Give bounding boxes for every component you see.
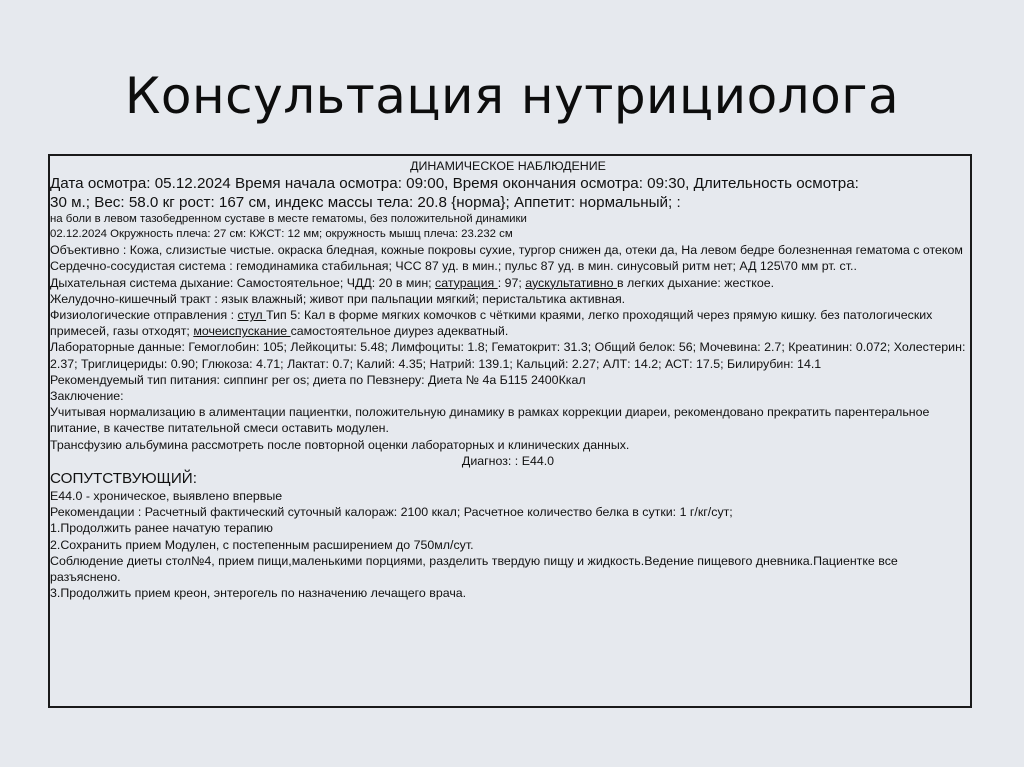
document-body <box>50 158 966 601</box>
auscultation-term: аускультативно <box>525 275 617 290</box>
recommendation-diet: Соблюдение диеты стол№4, прием пищи,маленькими порциями, разделить твердую пищу и жидкость.Ведение пищевого дневника.Пациентке все разъяснено. <box>50 553 898 585</box>
physiological-functions <box>50 307 966 339</box>
transfusion-note: Трансфузию альбумина рассмотреть после повторной оценки лабораторных и клинических данных. <box>50 437 630 452</box>
gastrointestinal-tract: Желудочно-кишечный тракт : язык влажный; живот при пальпации мягкий; перистальтика активная. <box>50 291 626 306</box>
consultation-document <box>48 154 972 708</box>
recommendation-2: 2.Сохранить прием Модулен, с постепенным расширением до 750мл/сут. <box>50 537 474 552</box>
concomitant-diagnosis: Е44.0 - хроническое, выявлено впервые <box>50 489 283 504</box>
respiratory-text-a: Дыхательная система дыхание: Самостоятельное; ЧДД: 20 в мин; <box>50 275 436 290</box>
recommendation-3: 3.Продолжить прием креон, энтерогель по назначению лечащего врача. <box>50 586 467 601</box>
physiological-text-e: самостоятельное диурез адекватный. <box>290 324 509 339</box>
conclusion-text: Учитывая нормализацию в алиментации пациентки, положительную динамику в рамках коррекции диареи, рекомендовано прекратить парентеральное питание, в качестве питательной смеси оставить модулен. <box>50 405 930 436</box>
respiratory-text-c: : 97; <box>497 275 526 290</box>
conclusion-label: Заключение: <box>50 389 124 404</box>
exam-info-line-2: 30 м.; Вес: 58.0 кг рост: 167 см, индекс массы тела: 20.8 {норма}; Аппетит: нормальный; : <box>50 194 681 212</box>
respiratory-system <box>50 275 966 291</box>
saturation-term: сатурация <box>435 275 498 290</box>
physiological-text-a: Физиологические отправления : <box>50 308 238 323</box>
complaints: на боли в левом тазобедренном суставе в месте гематомы, без положительной динамики <box>50 213 527 226</box>
physiological-text-c: Тип 5: Кал в форме мягких комочков с чёткими краями, легко проходящий через прямую кишку. без патологических примесей, газы отходят; <box>50 308 933 339</box>
concomitant-label: СОПУТСТВУЮЩИЙ: <box>50 470 197 488</box>
recommendation-1: 1.Продолжить ранее начатую терапию <box>50 521 273 536</box>
anthropometry: 02.12.2024 Окружность плеча: 27 см: КЖСТ: 12 мм; окружность мышц плеча: 23.232 см <box>50 228 513 241</box>
recommendations: Рекомендации : Расчетный фактический суточный калораж: 2100 ккал; Расчетное количество белка в сутки: 1 г/кг/сут; <box>50 505 733 520</box>
diagnosis: Диагноз: : Е44.0 <box>461 453 555 468</box>
document-header: ДИНАМИЧЕСКОЕ НАБЛЮДЕНИЕ <box>410 159 606 173</box>
objective-exam: Объективно : Кожа, слизистые чистые. окраска бледная, кожные покровы сухие, тургор снижен да, отеки да, На левом бедре болезненная гематома с отеком <box>50 243 963 258</box>
cardiovascular-system: Сердечно-сосудистая система : гемодинамика стабильная; ЧСС 87 уд. в мин.; пульс 87 уд. в мин. синусовый ритм нет; АД 125\70 мм рт. ст.. <box>50 259 857 274</box>
exam-info-line-1: Дата осмотра: 05.12.2024 Время начала осмотра: 09:00, Время окончания осмотра: 09:30, Длительность осмотра: <box>50 175 859 193</box>
slide-title: Консультация нутрициолога <box>124 67 900 125</box>
recommended-diet-type: Рекомендуемый тип питания: сиппинг per os; диета по Певзнеру: Диета № 4а Б115 2400Ккал <box>50 372 586 387</box>
lab-data: Лабораторные данные: Гемоглобин: 105; Лейкоциты: 5.48; Лимфоциты: 1.8; Гематокрит: 31.3; Общий белок: 56; Мочевина: 2.7; Креатинин: 0.072; Холестерин: 2.37; Триглицериды: 0.90; Глюкоза: 4.71; Лактат: 0.7; Калий: 4.35; Натрий: 139.1; Кальций: 2.27; АЛТ: 14.2; АСТ: 17.5; Билирубин: 14.1 <box>50 340 966 371</box>
respiratory-text-e: в легких дыхание: жесткое. <box>616 275 775 290</box>
urination-term: мочеиспускание <box>193 324 291 339</box>
stool-term: стул <box>237 308 267 323</box>
